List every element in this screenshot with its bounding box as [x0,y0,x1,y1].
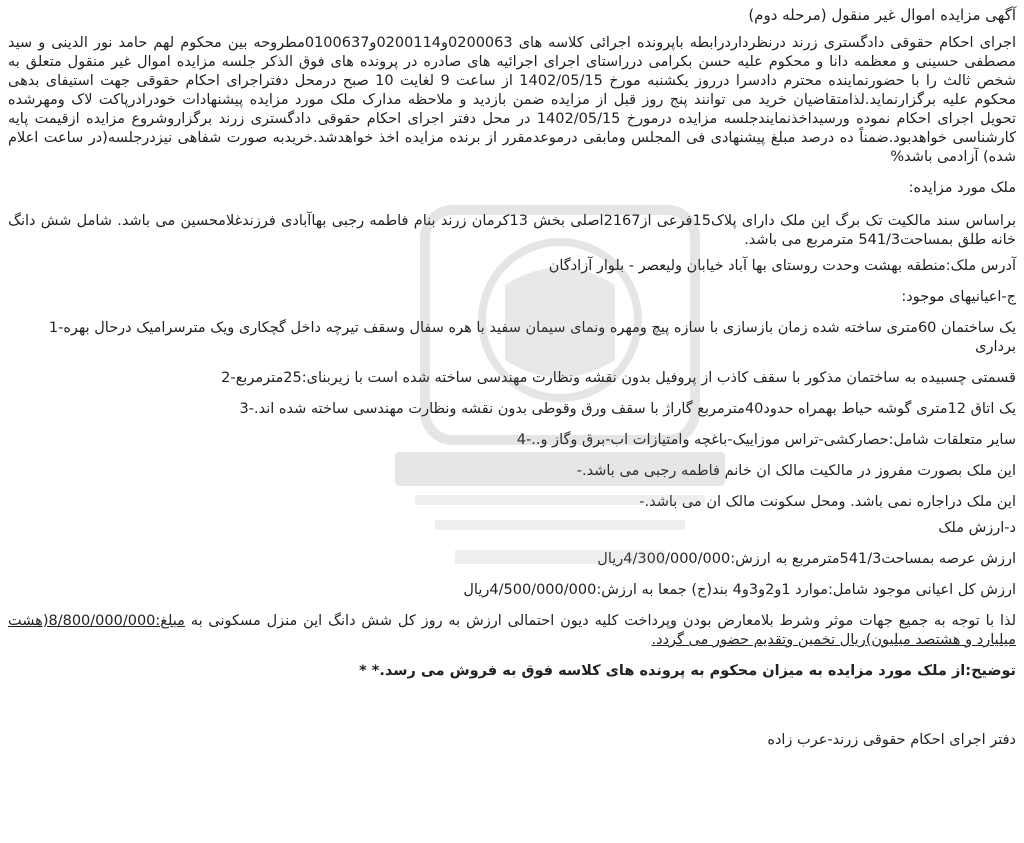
property-address: آدرس ملک:منطقه بهشت وحدت روستای بها آباد خیابان ولیعصر - بلوار آزادگان [548,258,1016,274]
buildings-heading: ج-اعیانیهای موجود: [901,289,1016,305]
total-value-amount: مبلغ:8/800/000/000(هشت میلیارد و هشتصد میلیون)ریال تخمین وتقدیم حضور می گردد. [8,613,1016,648]
valuation-heading: د-ارزش ملک [938,520,1016,536]
total-value-paragraph [8,612,1016,650]
lease-note: این ملک دراجاره نمی باشد. ومحل سکونت مالک ان می باشد.- [639,494,1016,510]
explanation: توضیح:از ملک مورد مزایده به میزان محکوم به پرونده های کلاسه فوق به فروش می رسد.* * [359,663,1016,679]
building-item: قسمتی چسبیده به ساختمان مذکور با سقف کاذب از پروفیل بدون نقشه ونظارت مهندسی ساخته شده است با زیربنای:25مترمربع-2 [221,370,1016,386]
buildings-value: ارزش کل اعیانی موجود شامل:موارد 1و2و3و4 بند(ج) جمعا به ارزش:4/500/000/000ریال [463,582,1016,598]
notice-intro: اجرای احکام حقوقی دادگستری زرند درنظرداردرابطه باپرونده اجرائی کلاسه های 0200063و0200114و0100637مطروحه بین محکوم لهم حامد نور الدینی و سید مصطفی حسینی و معظمه دانا و محکوم علیه حسن بکرامی درراستای اجرای اجرائیه های صادره در پرونده های فوق الذکر جلسه مزایده اموال غیر منقول متعلق به شخص ثالث را با حضورنماینده محترم دادسرا درروز یکشنبه مورخ 1402/05/15 از ساعت 9 لغایت 10 صبح درمحل دفتراجرای احکام حقوقی جهت استیفای بدهی محکوم علیه برگزارنماید.لذامتقاضیان خرید می توانند پنج روز قبل از مزایده ضمن بازدید و ملاحظه مدارک ملک مورد مزایده پیشنهادات خودرادرپاکت لاک ومهرشده تحویل اجرای احکام نموده ورسیداخذنمایندجلسه مزایده درمورخ 1402/05/15 در محل دفتر اجرای احکام حقوقی دادگستری زرند برگزاروشروع مزایده ازقیمت پایه کارشناسی خواهدبود.ضمناً ده درصد مبلغ پیشنهادی فی المجلس ومابقی درموعدمقرر از برنده مزایده اخذ خواهدشد.خریدبه صورت شفاهی نیزدرجلسه(در ساعت اعلام شده) آزادمی باشد% [8,35,1017,165]
land-value: ارزش عرصه بمساحت541/3مترمربع به ارزش:4/300/000/000ریال [597,551,1016,567]
building-item: سایر متعلقات شامل:حصارکشی-تراس موزاییک-باغچه وامتیازات اب-برق وگاز و..-4 [516,432,1016,448]
notice-title: آگهی مزایده اموال غیر منقول (مرحله دوم) [748,6,1016,24]
property-description: براساس سند مالکیت تک برگ این ملک دارای پلاک15فرعی از2167اصلی بخش 13کرمان زرند بنام فاطمه رجبی بهاآبادی فرزندغلامحسین می باشد. شامل شش دانگ خانه طلق بمساحت541/3 مترمربع می باشد. [8,213,1016,248]
total-value-lead: لذا با توجه به جمیع جهات موثر وشرط بلامعارض بودن وپرداخت کلیه دیون احتمالی ارزش به روز کل شش دانگ این منزل مسکونی به [184,613,1016,629]
ownership-note: این ملک بصورت مفروز در مالکیت مالک ان خانم فاطمه رجبی می باشد.- [576,463,1016,479]
signature: دفتر اجرای احکام حقوقی زرند-عرب زاده [767,732,1016,748]
building-item: یک ساختمان 60متری ساخته شده زمان بازسازی با سازه پیچ ومهره ونمای سیمان سفید با هره سفال وسقف تیرچه داخل گچکاری ویک مترسرامیک درحال بهره-1 برداری [48,320,1016,355]
building-item: یک اتاق 12متری گوشه حیاط بهمراه حدود40مترمربع گاراژ با سقف ورق وقوطی بدون نقشه ونظارت مهندسی ساخته شده اند.-3 [239,401,1016,417]
property-heading: ملک مورد مزایده: [908,180,1016,196]
